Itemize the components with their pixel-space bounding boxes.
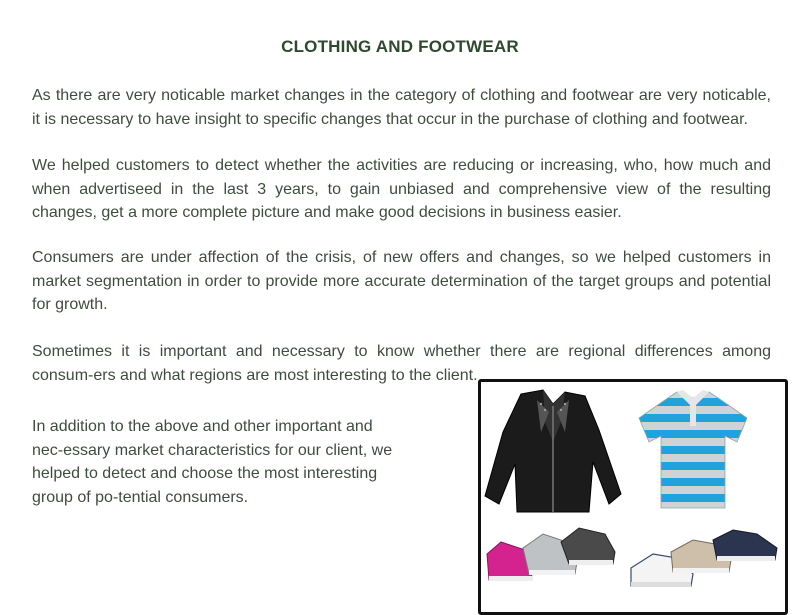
sneakers-icon	[487, 528, 615, 581]
paragraph-intro: As there are very noticable market changes in the category of clothing and footwear are very noticable, it is necessary to have insight to specific changes that occur in the purchase of clothing and footwear.	[32, 87, 771, 128]
paragraph-segmentation: Consumers are under affection of the crisis, of new offers and changes, so we helped customers in market segmentation in order to provide more accurate determination of the target groups and potential for growth.	[32, 249, 771, 313]
canvas-shoes-icon	[631, 530, 777, 587]
paragraph-activities: We helped customers to detect whether the activities are reducing or increasing, who, how much and when advertiseed in the last 3 years, to gain unbiased and comprehensive view of the resulting changes, get a more complete picture and make good decisions in business easier.	[32, 157, 771, 221]
clothing-photo	[478, 379, 788, 615]
black-jacket-icon	[485, 390, 621, 512]
paragraph-regional: Sometimes it is important and necessary to know whether there are regional differences among consum-ers and what regions are most interesting to the client.	[32, 343, 771, 384]
page-title: CLOTHING AND FOOTWEAR	[281, 37, 519, 56]
paragraph-consumers: In addition to the above and other important and nec-essary market characteristics for our client, we helped to detect and choose the most interesting group of po-tential consumers.	[32, 418, 393, 506]
striped-polo-shirt-icon	[639, 390, 747, 508]
